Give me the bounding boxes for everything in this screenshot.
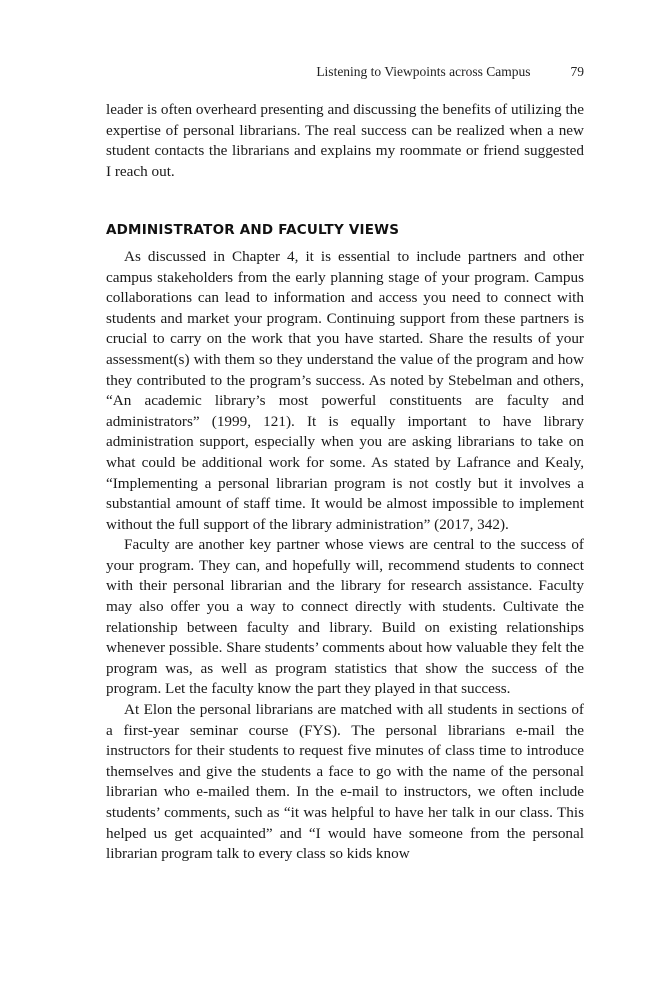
paragraph: Faculty are another key partner whose views are central to the success of your program. They can, and hopefully will, recommend students to connect with their personal librarian and the library for research assistance. Faculty may also offer you a way to connect directly with students. Cultivate the relationship between faculty and library. Build on existing relationships whenever possible. Share students’ comments about how valuable they felt the program was, as well as program statistics that show the success of the program. Let the faculty know the part they played in that success.: [106, 536, 584, 698]
paragraph-continued: leader is often overheard presenting and discussing the benefits of utilizing the expertise of personal librarians. The real success can be realized when a new student contacts the librarians and explains my roommate or friend suggested I reach out.: [106, 101, 584, 180]
section-heading: ADMINISTRATOR AND FACULTY VIEWS: [106, 222, 400, 239]
page-body: [106, 100, 584, 865]
paragraph: As discussed in Chapter 4, it is essential to include partners and other campus stakeholders from the early planning stage of your program. Campus collaborations can lead to information and access you need to connect with students and market your program. Continuing support from these partners is crucial to carry on the work that you have started. Share the results of your assessment(s) with them so they understand the value of the program and how they contributed to the program’s success. As noted by Stebelman and others, “An academic library’s most powerful constituents are faculty and administrators” (1999, 121). It is equally important to have library administration support, especially when you are asking librarians to take on what could be additional work for some. As stated by Lafrance and Kealy, “Implementing a personal librarian program is not costly but it involves a substantial amount of staff time. It would be almost impossible to implement without the full support of the library administration” (2017, 342).: [106, 247, 584, 533]
paragraph: At Elon the personal librarians are matched with all students in sections of a first-year seminar course (FYS). The personal librarians e-mail the instructors for their students to request five minutes of class time to introduce themselves and give the students a face to go with the name of the personal librarian who e-mailed them. In the e-mail to instructors, we often include students’ comments, such as “it was helpful to have her talk in our class. This helped us get acquainted” and “I would have someone from the personal librarian program talk to every class so kids know: [106, 701, 584, 863]
page-header: [106, 64, 584, 80]
running-head: Listening to Viewpoints across Campus: [316, 64, 531, 79]
page-number: 79: [570, 64, 584, 79]
